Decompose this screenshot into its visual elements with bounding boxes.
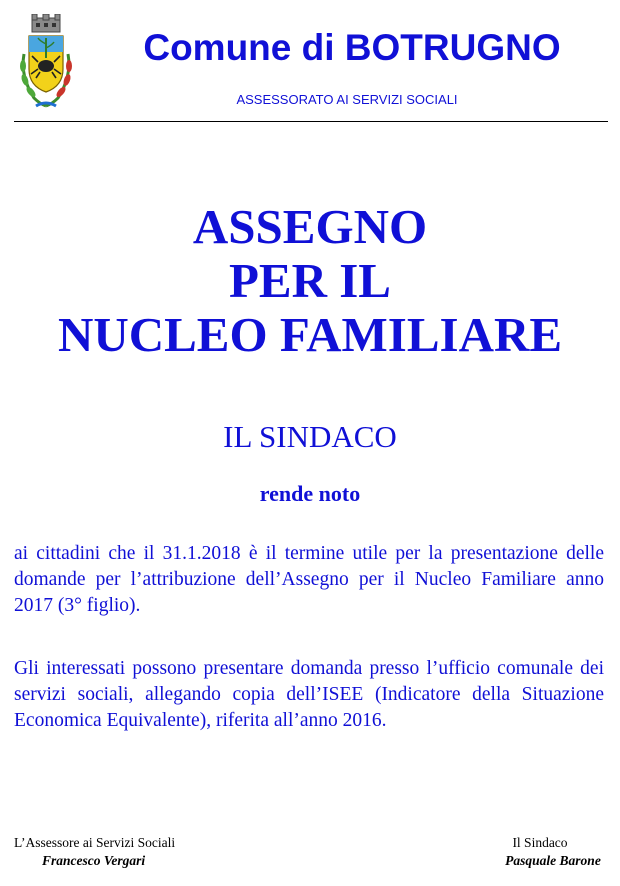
coat-of-arms-icon: [16, 14, 76, 114]
notice-title-line-3: NUCLEO FAMILIARE: [57, 307, 563, 362]
signature-assessor-name: Francesco Vergari: [42, 853, 146, 868]
announcement-heading: rende noto: [259, 481, 361, 506]
notice-title: [0, 200, 620, 362]
notice-paragraph-2: Gli interessati possono presentare domanda presso l’ufficio comunale dei servizi sociali, allegando copia dell’ISEE (Indicatore della Situazione Economica Equivalente), riferita all’anno 2016.: [14, 658, 604, 731]
notice-title-line-1: ASSEGNO: [192, 199, 428, 254]
notice-paragraph-1: ai cittadini che il 31.1.2018 è il termine utile per la presentazione delle domande per l’attribuzione dell’Assegno per il Nucleo Familiare anno 2017 (3° figlio).: [14, 543, 604, 616]
issuer-heading: IL SINDACO: [223, 419, 397, 454]
municipality-title: Comune di BOTRUGNO: [143, 27, 561, 68]
signature-mayor: [470, 834, 610, 870]
department-subtitle: ASSESSORATO AI SERVIZI SOCIALI: [236, 92, 458, 107]
notice-title-line-2: PER IL: [228, 253, 391, 308]
signature-mayor-role: Il Sindaco: [512, 835, 568, 850]
signature-mayor-name: Pasquale Barone: [505, 853, 601, 868]
header-divider: [14, 121, 608, 122]
signature-assessor: [14, 834, 234, 870]
signature-assessor-role: L’Assessore ai Servizi Sociali: [14, 835, 176, 850]
